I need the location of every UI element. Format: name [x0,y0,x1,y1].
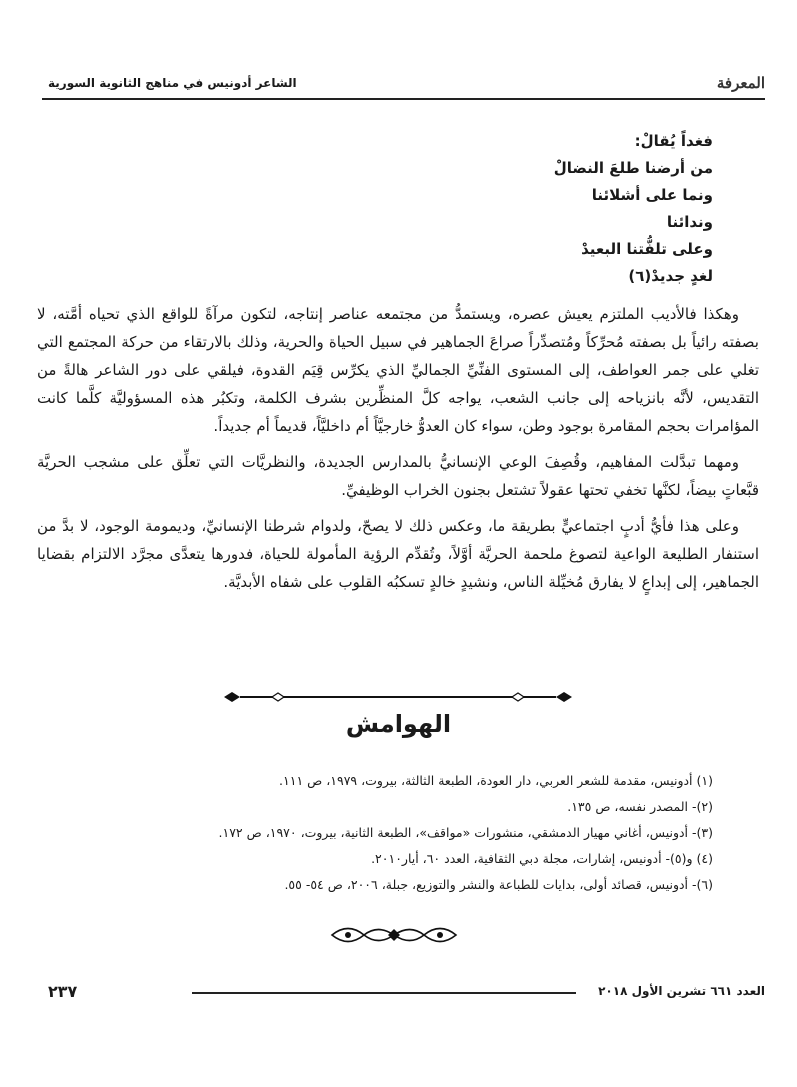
running-title: الشاعر أدونيس في مناهج الثانوية السورية [48,76,297,90]
closing-ornament [328,918,460,952]
paragraph: وهكذا فالأديب الملتزم يعيش عصره، ويستمدُّ من مجتمعه عناصر إنتاجه، لتكون مرآةً للواقع الذي تحياه أمَّته، لا بصفته رائياً بل بصفته مُحرِّكاً ومُتصدِّراً صراعَ الجماهير في سبيل الحياة والحرية، وذلك بالارتقاء من حركة المجتمع التي تغلي على جمر العواطف، إلى المستوى الفنِّيِّ الجماليِّ الذي يكرِّس قِيَم القدوة، فيلقي على دور الشاعر هالةً من التقديس، لأنَّه بانزياحه إلى جانب الشعب، يواجه كلَّ المنظِّرين بشرف الكلمة، وتكبُر هذه المسؤوليَّة كلَّما كانت المؤامرات بحجم المقامرة بوجود وطن، سواء كان العدوُّ خارجيَّاً أم داخليَّاً، قديماً أم جديداً. [37,305,759,435]
notes-heading: الهوامش [345,710,452,738]
poem-line: فغداً يُقالْ: [634,132,713,150]
article-body [37,300,759,604]
issue-info: العدد ٦٦١ تشرين الأول ٢٠١٨ [598,984,765,998]
magazine-logo: المعرفة [716,74,765,92]
poem-line: من أرضنا طلعَ النضالْ [553,159,713,177]
poem-line: وندائنا [666,213,713,231]
page-footer [42,982,765,1002]
page-header [42,74,765,100]
page-number: ٢٣٧ [48,982,78,1001]
footnote: (٣)- أدونيس، أغاني مهيار الدمشقي، منشورات «مواقف»، الطبعة الثانية، بيروت، ١٩٧٠، ص ١٧٢. [218,825,713,840]
paragraph: ومهما تبدَّلت المفاهيم، وقُصِفَ الوعي الإنسانيُّ بالمدارس الجديدة، والنظريَّات التي تعلِّق على مشجب الحريَّة قبَّعاتٍ بيضاً، لكنَّها تخفي تحتها عقولاً تشتعل بجنون الخراب الوظيفيِّ. [37,453,759,499]
paragraph: وعلى هذا فأيُّ أدبٍ اجتماعيٍّ بطريقة ما، وعكس ذلك لا يصحّ، ولدوام شرطنا الإنسانيِّ، وديمومة الوجود، لا بدَّ من استنفار الطليعة الواعية لتصوغ ملحمة الحريَّة أوَّلاً، وتُقدِّم الرؤية المأمولة للحياة، فدورها يتعدَّى مجرَّد الالتزام بقضايا الجماهير، إلى إبداعٍ لا يفارق مُخيِّلة الناس، ونشيدٍ خالدٍ تسكبُه القلوب على شفاه الأبديَّة. [37,517,759,591]
poem-line: ونما على أشلائنا [591,186,713,204]
divider-ornament [222,684,574,710]
footnotes-list [73,768,713,898]
footnote: (٦)- أدونيس، قصائد أولى، بدايات للطباعة والنشر والتوزيع، جبلة، ٢٠٠٦، ص ٥٤- ٥٥. [284,877,713,892]
footnote: (١) أدونيس، مقدمة للشعر العربي، دار العودة، الطبعة الثالثة، بيروت، ١٩٧٩، ص ١١١. [279,773,713,788]
poem [313,128,713,290]
footnote: (٤) و(٥)- أدونيس، إشارات، مجلة دبي الثقافية، العدد ٦٠، أيار٢٠١٠. [371,851,713,866]
poem-line: وعلى تلفُّتنا البعيدْ [581,240,713,258]
footnote: (٢)- المصدر نفسه، ص ١٣٥. [567,799,713,814]
poem-line: لغدٍ جديدْ(٦) [628,267,713,285]
footer-rule [192,992,576,994]
